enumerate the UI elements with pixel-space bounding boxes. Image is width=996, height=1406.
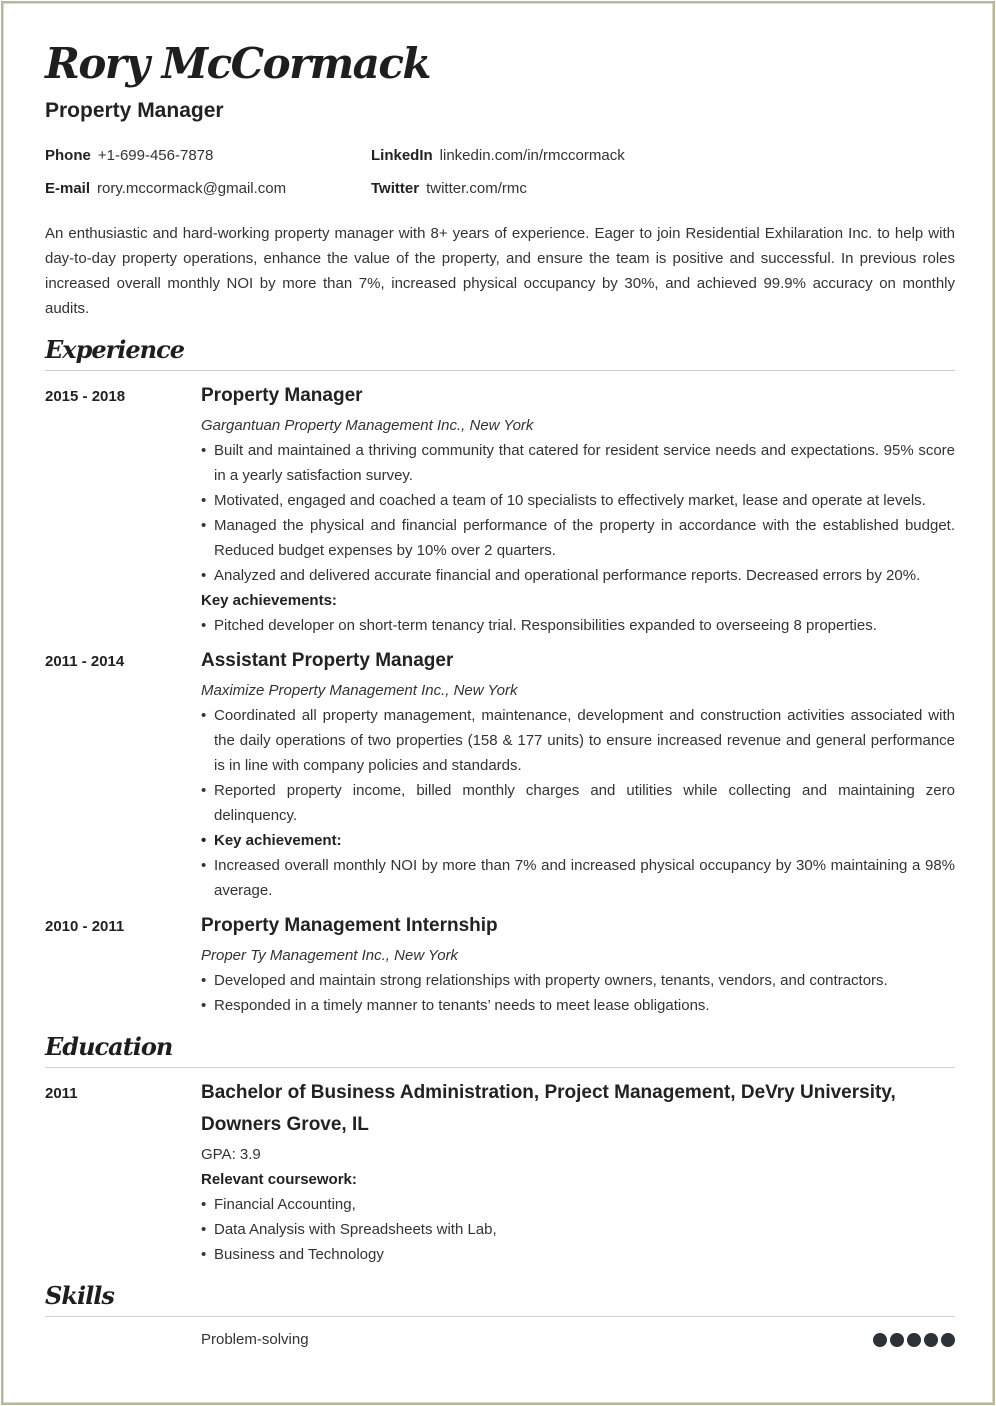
job-title: Property Manager — [201, 385, 363, 406]
list-item: • Analyzed and delivered accurate financial and operational performance reports. Decreased errors by 20%. — [201, 563, 955, 588]
candidate-name: Rory McCormack — [45, 39, 431, 88]
skill-rating — [873, 1333, 955, 1347]
education-gpa: GPA: 3.9 — [201, 1146, 261, 1163]
list-item: • Financial Accounting, — [201, 1192, 955, 1217]
list-item: • Business and Technology — [201, 1242, 955, 1267]
coursework-list — [201, 1192, 955, 1267]
list-item: • Developed and maintain strong relationships with property owners, tenants, vendors, and contractors. — [201, 968, 955, 993]
job-company: Maximize Property Management Inc., New York — [201, 682, 518, 699]
section-title-experience: Experience — [45, 335, 185, 364]
profile-summary: An enthusiastic and hard-working property manager with 8+ years of experience. Eager to join Residential Exhilaration Inc. to help with day-to-day property operations, enhance the value of the property, and ensure the team is positive and successful. In previous roles increased overall monthly NOI by more than 7%, increased physical occupancy by 30%, and achieved 99.9% accuracy on monthly audits. — [45, 225, 955, 317]
education-year: 2011 — [45, 1085, 78, 1102]
list-item: • Pitched developer on short-term tenancy trial. Responsibilities expanded to overseeing 8 properties. — [201, 613, 955, 638]
job-dates: 2011 - 2014 — [45, 653, 125, 670]
contact-email — [45, 180, 286, 197]
list-item: • Motivated, engaged and coached a team of 10 specialists to effectively market, lease and operate at levels. — [201, 488, 955, 513]
list-item: • Increased overall monthly NOI by more than 7% and increased physical occupancy by 30% maintaining a 98% average. — [201, 853, 955, 903]
job-bullets — [201, 968, 955, 1018]
job-dates: 2015 - 2018 — [45, 388, 126, 405]
list-item: • Managed the physical and financial performance of the property in accordance with the established budget. Reduced budget expenses by 10% over 2 quarters. — [201, 513, 955, 563]
contact-linkedin — [371, 147, 625, 164]
contact-phone-label: Phone — [45, 147, 91, 164]
section-divider — [45, 1316, 955, 1317]
education-degree: Bachelor of Business Administration, Project Management, DeVry University, Downers Grove, IL — [201, 1082, 896, 1135]
section-divider — [45, 1067, 955, 1068]
skill-dot — [907, 1333, 921, 1347]
coursework-label: Relevant coursework: — [201, 1171, 357, 1188]
achievements-label: Key achievements: — [201, 592, 337, 609]
resume-page — [1, 1, 995, 1405]
skill-dot — [924, 1333, 938, 1347]
list-item: • Built and maintained a thriving community that catered for resident service needs and expectations. 95% score in a yearly satisfaction survey. — [201, 438, 955, 488]
section-divider — [45, 370, 955, 371]
contact-twitter-value: twitter.com/rmc — [426, 180, 527, 197]
list-item: • Responded in a timely manner to tenants’ needs to meet lease obligations. — [201, 993, 955, 1018]
section-title-education: Education — [45, 1032, 173, 1061]
contact-twitter-label: Twitter — [371, 180, 420, 197]
skill-name: Problem-solving — [201, 1331, 309, 1348]
skill-dot — [873, 1333, 887, 1347]
skill-dot — [890, 1333, 904, 1347]
job-title: Assistant Property Manager — [201, 650, 454, 671]
job-company: Gargantuan Property Management Inc., New York — [201, 417, 534, 434]
list-item: • Reported property income, billed monthly charges and utilities while collecting and maintaining zero delinquency. — [201, 778, 955, 828]
contact-twitter — [371, 180, 527, 197]
contact-email-value: rory.mccormack@gmail.com — [97, 180, 287, 197]
candidate-role: Property Manager — [45, 99, 224, 122]
contact-email-label: E-mail — [45, 180, 91, 197]
contact-linkedin-label: LinkedIn — [371, 147, 433, 164]
achievements-label: • Key achievement: — [201, 828, 955, 853]
list-item: • Data Analysis with Spreadsheets with Lab, — [201, 1217, 955, 1242]
contact-linkedin-value: linkedin.com/in/rmccormack — [439, 147, 625, 164]
job-company: Proper Ty Management Inc., New York — [201, 947, 459, 964]
job-dates: 2010 - 2011 — [45, 918, 125, 935]
job-title: Property Management Internship — [201, 915, 498, 936]
list-item: • Coordinated all property management, maintenance, development and construction activities associated with the daily operations of two properties (158 & 177 units) to ensure increased revenue and general performance is in line with company policies and standards. — [201, 703, 955, 778]
job-bullets — [201, 438, 955, 638]
job-bullets — [201, 703, 955, 903]
contact-phone-value: +1-699-456-7878 — [97, 147, 214, 164]
skill-dot — [941, 1333, 955, 1347]
contact-phone — [45, 147, 213, 164]
section-title-skills: Skills — [45, 1281, 114, 1310]
